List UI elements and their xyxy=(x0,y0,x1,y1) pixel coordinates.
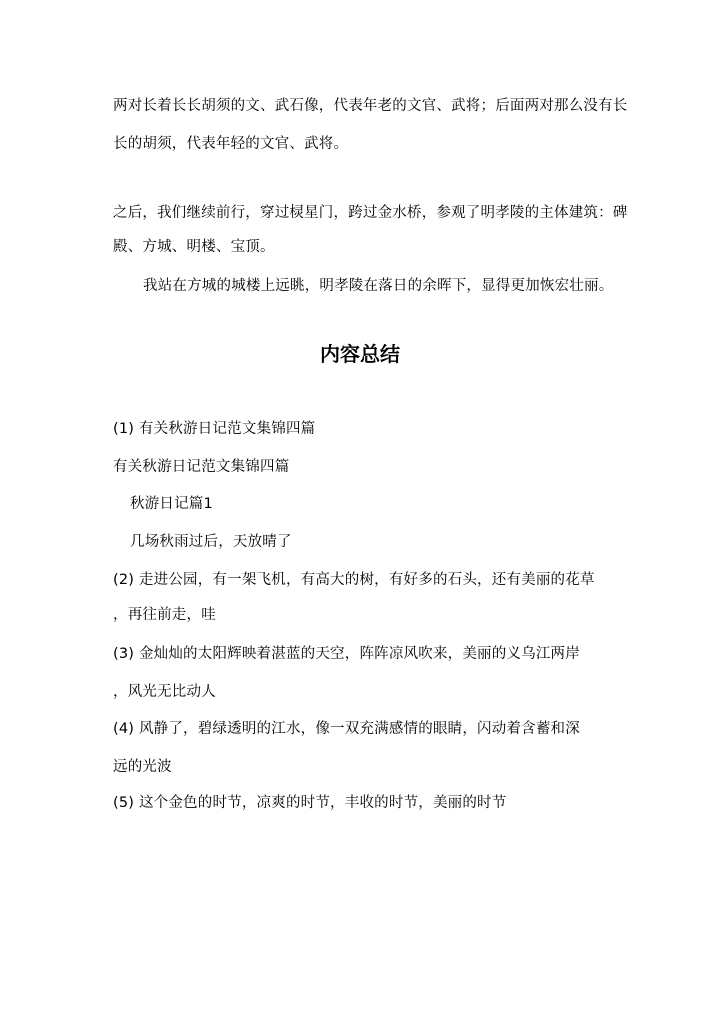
summary-line-2: 有关秋游日记范文集锦四篇 xyxy=(113,459,290,475)
summary-line-6: ，再往前走，哇 xyxy=(113,607,216,623)
article-paragraph-2-line-1: 之后，我们继续前行，穿过棂星门，跨过金水桥，参观了明孝陵的主体建筑：碑 xyxy=(113,205,628,221)
summary-line-3: 秋游日记篇1 xyxy=(130,496,213,512)
summary-line-11: (5) 这个金色的时节，凉爽的时节，丰收的时节，美丽的时节 xyxy=(113,795,507,811)
summary-line-1: (1) 有关秋游日记范文集锦四篇 xyxy=(113,421,316,437)
summary-title: 内容总结 xyxy=(320,342,400,366)
summary-line-4: 几场秋雨过后，天放晴了 xyxy=(130,534,292,550)
article-paragraph-3-line-1: 我站在方城的城楼上远眺，明孝陵在落日的余晖下，显得更加恢宏壮丽。 xyxy=(143,278,614,294)
summary-line-10: 远的光波 xyxy=(113,759,172,775)
summary-line-8: ，风光无比动人 xyxy=(113,684,216,700)
summary-line-5: (2) 走进公园，有一架飞机，有高大的树，有好多的石头，还有美丽的花草 xyxy=(113,572,595,588)
summary-line-9: (4) 风静了，碧绿透明的江水，像一双充满感情的眼睛，闪动着含蓄和深 xyxy=(113,721,580,737)
summary-line-7: (3) 金灿灿的太阳辉映着湛蓝的天空，阵阵凉风吹来，美丽的义乌江两岸 xyxy=(113,646,580,662)
article-paragraph-1-line-1: 两对长着长长胡须的文、武石像，代表年老的文官、武将；后面两对那么没有长 xyxy=(113,98,628,114)
article-paragraph-2-line-2: 殿、方城、明楼、宝顶。 xyxy=(113,239,275,255)
article-paragraph-1-line-2: 长的胡须，代表年轻的文官、武将。 xyxy=(113,136,349,152)
